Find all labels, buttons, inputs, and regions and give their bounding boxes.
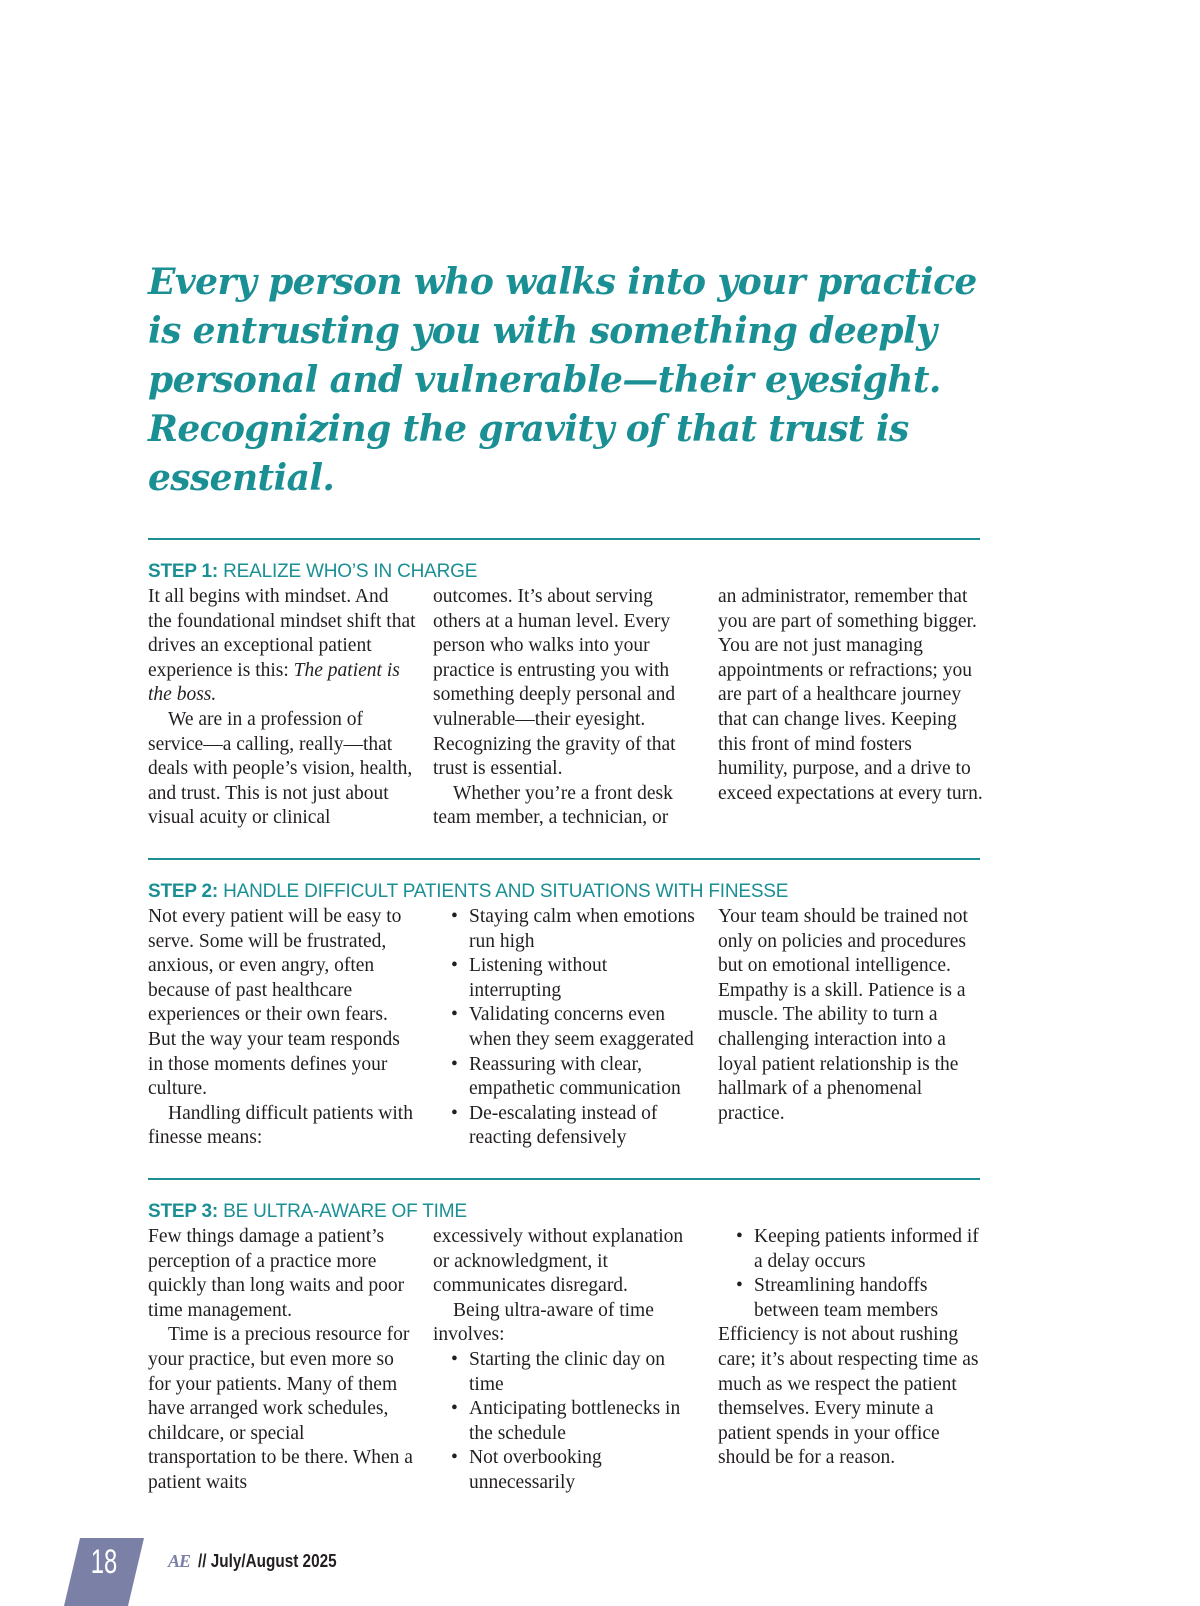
step-title: HANDLE DIFFICULT PATIENTS AND SITUATIONS WITH FINESSE	[223, 881, 789, 902]
list-item: • Not overbooking unnecessarily	[433, 1446, 701, 1495]
paragraph-text: It all begins with mindset. And the foundational mindset shift that drives an exceptional patient experience is this:	[148, 586, 416, 681]
step-2-column-1	[148, 905, 416, 1151]
list-item: • Validating concerns even when they seem exaggerated	[433, 1003, 703, 1052]
step-3-heading	[148, 1201, 467, 1223]
step-2-heading	[148, 881, 788, 903]
pull-quote: Every person who walks into your practice is entrusting you with something deeply personal and vulnerable—their eyesight. Recognizing the gravity of that trust is essential.	[148, 261, 977, 499]
issue-date: // July/August 2025	[198, 1551, 337, 1571]
list-item: • Keeping patients informed if a delay occurs	[718, 1225, 986, 1274]
paragraph: We are in a profession of service—a calling, really—that deals with people’s vision, health, and trust. This is not just about visual acuity or clinical	[148, 708, 413, 829]
list-item: • Starting the clinic day on time	[433, 1348, 701, 1397]
paragraph: outcomes. It’s about serving others at a human level. Every person who walks into your practice is entrusting you with something deeply personal and vulnerable—their eyesight. Recognizing the gravity of that trust is essential.	[433, 586, 676, 780]
paragraph: Handling difficult patients with finesse means:	[148, 1102, 413, 1149]
step-3-column-3	[718, 1225, 986, 1471]
list-item: • Reassuring with clear, empathetic communication	[433, 1053, 703, 1102]
bullet-list	[433, 905, 703, 1151]
bullet-list	[433, 1348, 701, 1496]
paragraph: an administrator, remember that you are part of something bigger. You are not just managing appointments or refractions; you are part of a healthcare journey that can change lives. Keeping this front of mind fosters humility, purpose, and a drive to exceed expectations at every turn.	[718, 586, 983, 804]
section-divider	[148, 538, 980, 540]
list-item: • Listening without interrupting	[433, 954, 703, 1003]
step-2-column-2	[433, 905, 703, 1151]
section-divider	[148, 858, 980, 860]
step-3-column-2	[433, 1225, 701, 1496]
list-item: • De-escalating instead of reacting defensively	[433, 1102, 703, 1151]
step-3-column-1	[148, 1225, 416, 1496]
step-1-column-2	[433, 585, 701, 831]
paragraph: Your team should be trained not only on policies and procedures but on emotional intelligence. Empathy is a skill. Patience is a muscle. The ability to turn a challenging interaction into a loyal patient relationship is the hallmark of a phenomenal practice.	[718, 906, 968, 1124]
paragraph: Efficiency is not about rushing care; it’s about respecting time as much as we respect the patient themselves. Every minute a patient spends in your office should be for a reason.	[718, 1324, 979, 1469]
paragraph: Few things damage a patient’s perception of a practice more quickly than long waits and poor time management.	[148, 1226, 405, 1321]
paragraph: Time is a precious resource for your practice, but even more so for your patients. Many of them have arranged work schedules, childcare, or special transportation to be there. When a patient waits	[148, 1324, 413, 1493]
bullet-list	[718, 1225, 986, 1323]
emphasis-text: The patient is the boss.	[148, 659, 400, 706]
step-label: STEP 3:	[148, 1201, 219, 1222]
list-item: • Anticipating bottlenecks in the schedule	[433, 1397, 701, 1446]
list-item: • Staying calm when emotions run high	[433, 905, 703, 954]
paragraph: Being ultra-aware of time involves:	[433, 1299, 654, 1346]
paragraph: Not every patient will be easy to serve. Some will be frustrated, anxious, or even angry, often because of past healthcare experiences or their own fears. But the way your team responds in those moments defines your culture.	[148, 906, 402, 1100]
step-label: STEP 2:	[148, 881, 219, 902]
paragraph: Whether you’re a front desk team member, a technician, or	[433, 782, 673, 829]
magazine-logo: AE	[168, 1551, 191, 1571]
step-title: BE ULTRA-AWARE OF TIME	[223, 1201, 467, 1222]
section-divider	[148, 1178, 980, 1180]
step-2-column-3	[718, 905, 986, 1126]
paragraph: excessively without explanation or acknowledgment, it communicates disregard.	[433, 1226, 684, 1297]
step-title: REALIZE WHO’S IN CHARGE	[223, 561, 478, 582]
step-label: STEP 1:	[148, 561, 219, 582]
step-1-heading	[148, 561, 477, 583]
paragraph	[148, 585, 416, 708]
page-number: 18	[90, 1543, 118, 1581]
step-1-column-1	[148, 585, 416, 831]
step-1-column-3	[718, 585, 986, 806]
list-item: • Streamlining handoffs between team members	[718, 1274, 986, 1323]
